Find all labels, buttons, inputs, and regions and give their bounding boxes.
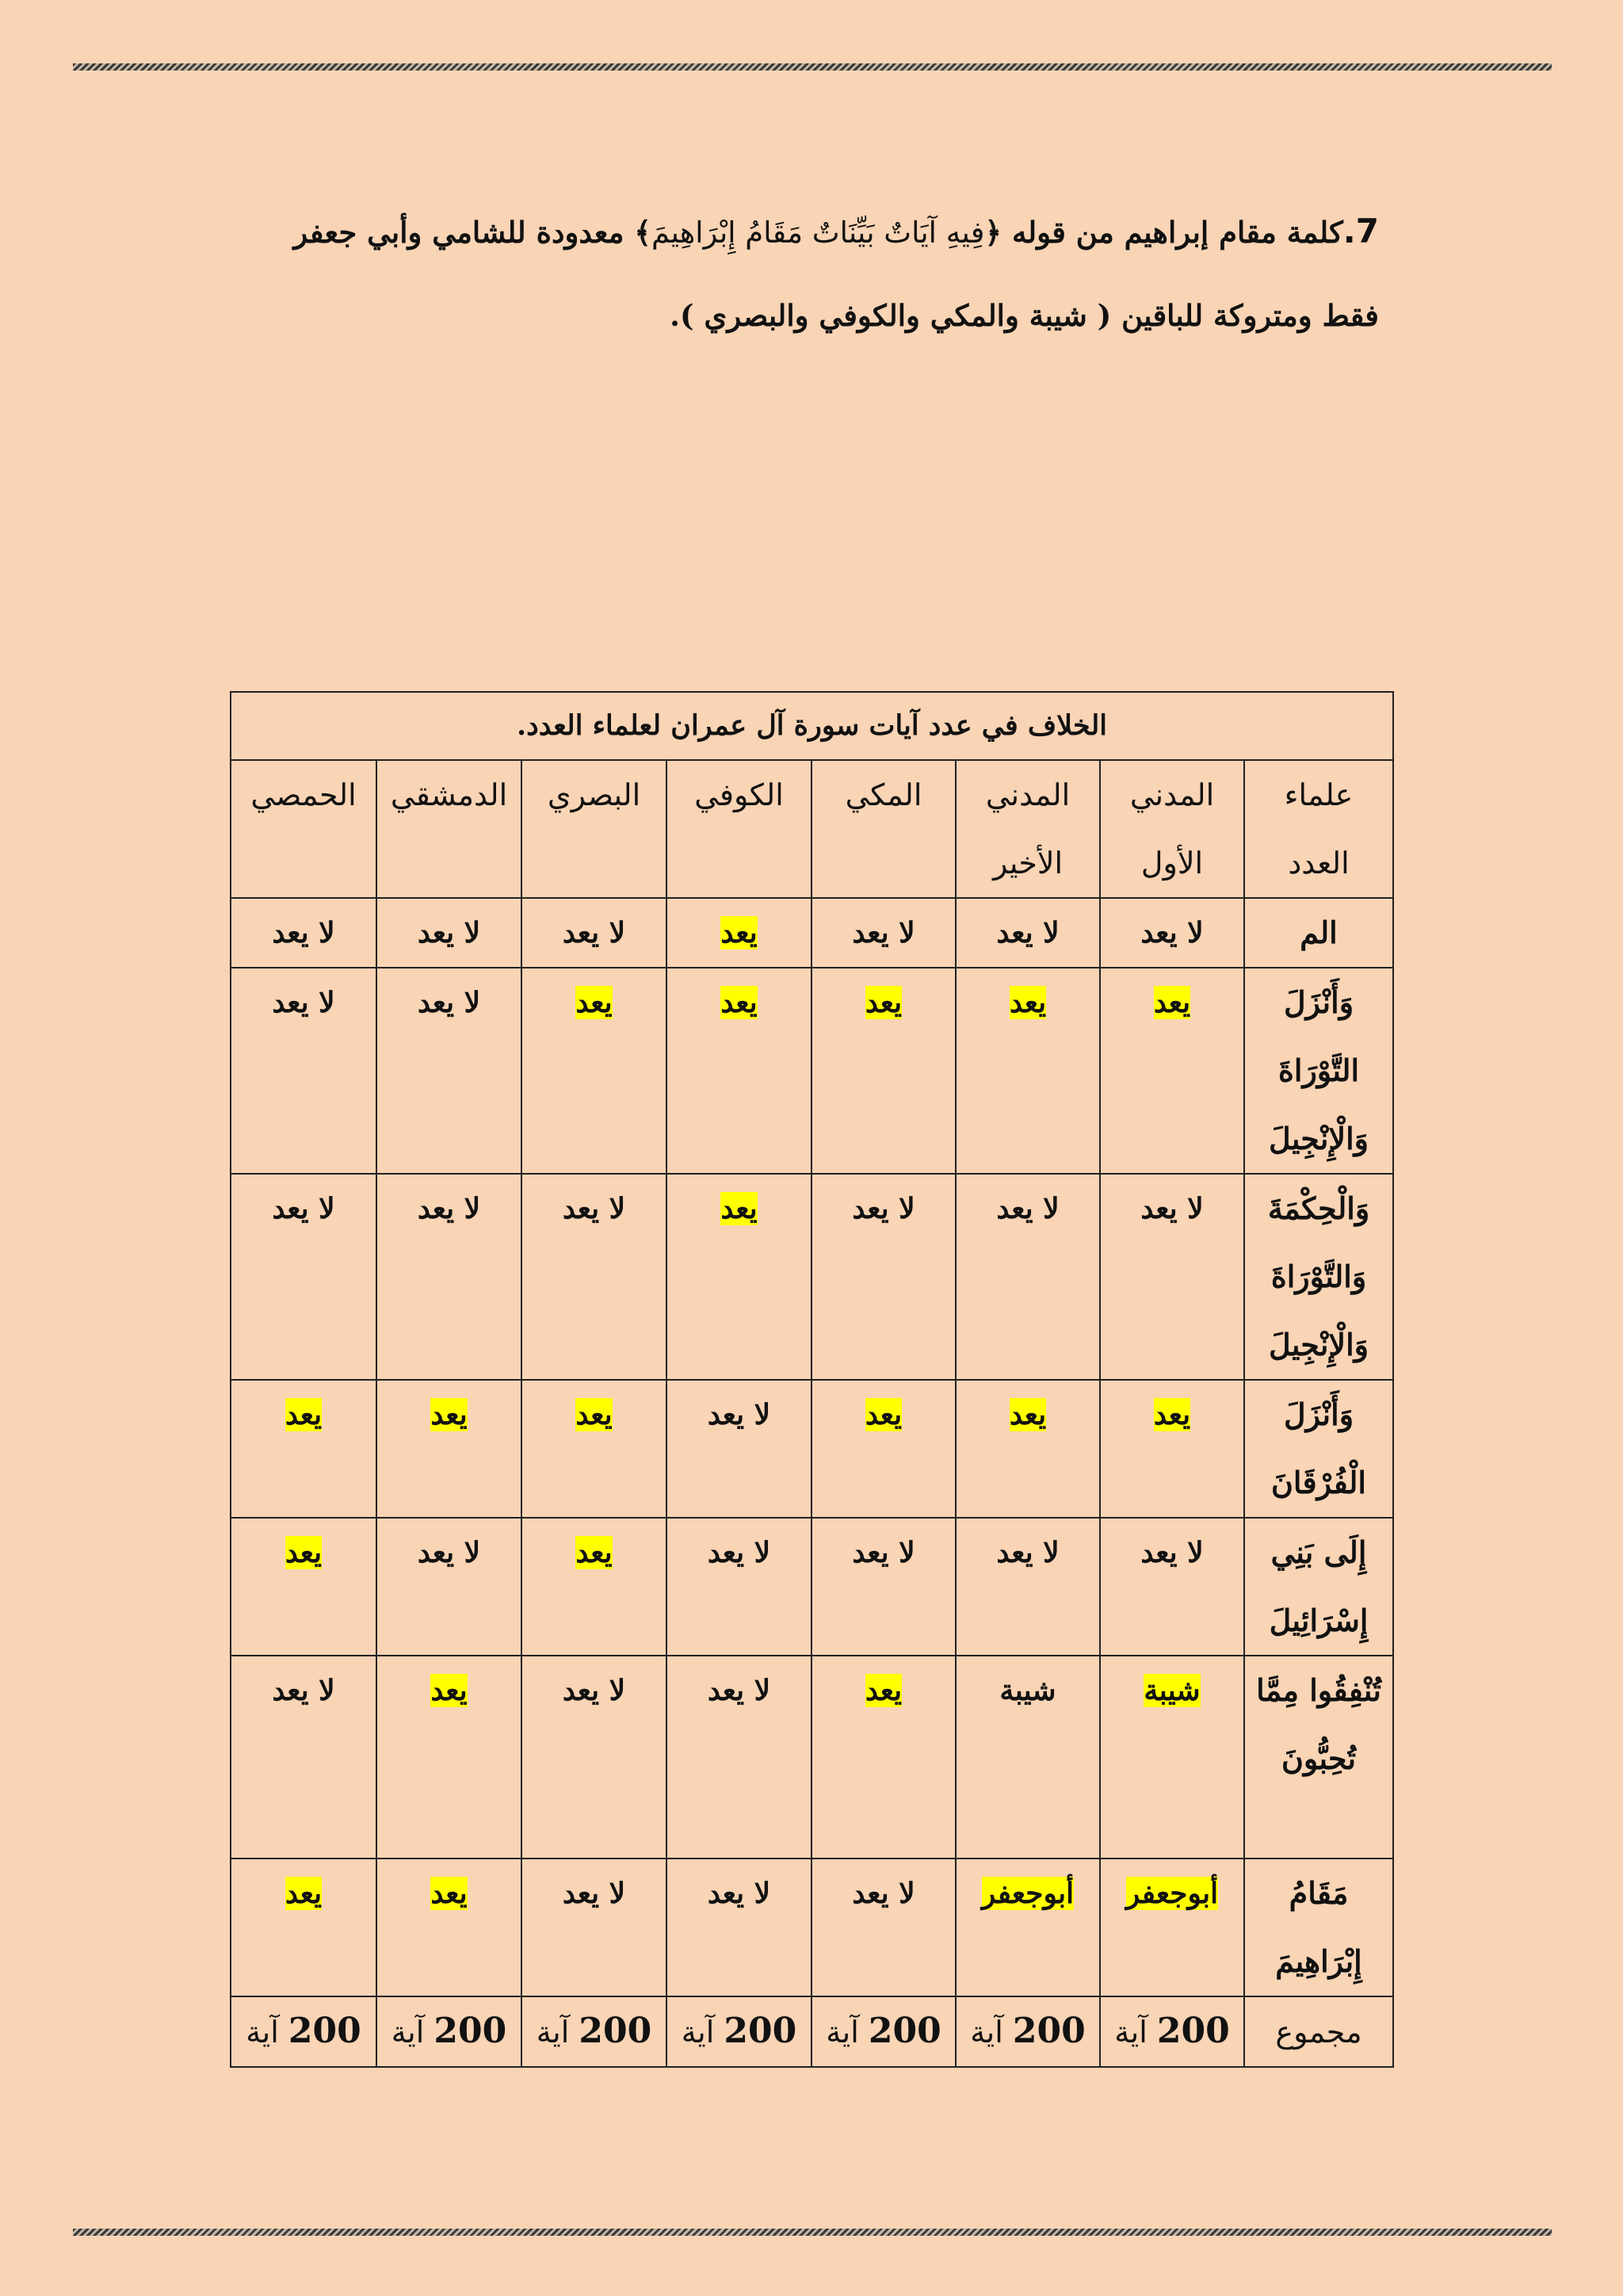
top-decorative-rule (73, 63, 1552, 71)
table-cell (521, 1518, 666, 1656)
table-cell (1100, 1174, 1244, 1380)
table-cell (1100, 898, 1244, 968)
table-cell (521, 1656, 666, 1859)
table-cell (812, 1656, 956, 1859)
table-cell (376, 1380, 521, 1518)
table-cell (666, 1380, 812, 1518)
cell-value: لا يعد (272, 986, 335, 1019)
table-cell (666, 1518, 812, 1656)
total-value: 200 (1012, 2011, 1086, 2051)
table-row (231, 1174, 1393, 1380)
highlighted-value: يعد (720, 916, 758, 949)
table-title: الخلاف في عدد آيات سورة آل عمران لعلماء العدد. (231, 692, 1393, 760)
table-cell (376, 1174, 521, 1380)
highlighted-value: شيبة (1144, 1674, 1201, 1707)
cell-value: لا يعد (562, 1674, 626, 1707)
row-label: إِلَى بَنِي إِسْرَائِيلَ (1244, 1518, 1393, 1656)
table-cell (1100, 1859, 1244, 1996)
table-cell (956, 968, 1100, 1174)
total-row (231, 1996, 1393, 2067)
total-cell (812, 1996, 956, 2067)
highlighted-value: يعد (575, 986, 613, 1019)
total-value: 200 (579, 2011, 652, 2051)
highlighted-value: يعد (285, 1877, 323, 1910)
total-value: 200 (1156, 2011, 1230, 2051)
table-cell (231, 898, 376, 968)
row-label: وَأَنْزَلَ التَّوْرَاةَ وَالْإِنْجِيلَ (1244, 968, 1393, 1174)
cell-value: لا يعد (707, 1536, 771, 1569)
row-label: وَأَنْزَلَ الْفُرْقَانَ (1244, 1380, 1393, 1518)
table-cell (231, 968, 376, 1174)
total-value: 200 (868, 2011, 941, 2051)
table-cell (812, 1174, 956, 1380)
header-cell: علماء العدد (1244, 760, 1393, 898)
highlighted-value: يعد (430, 1877, 468, 1910)
cell-value: لا يعد (707, 1398, 771, 1431)
table-row (231, 1518, 1393, 1656)
total-value: 200 (724, 2011, 797, 2051)
table-row (231, 968, 1393, 1174)
highlighted-value: يعد (575, 1536, 613, 1569)
table-cell (666, 1656, 812, 1859)
total-cell (1100, 1996, 1244, 2067)
header-row (231, 760, 1393, 898)
total-cell (521, 1996, 666, 2067)
row-label: تُنْفِقُوا مِمَّا تُحِبُّونَ (1244, 1656, 1393, 1859)
header-cell: المدني الأول (1100, 760, 1244, 898)
cell-value: لا يعد (562, 1192, 626, 1225)
table-cell (231, 1174, 376, 1380)
table-cell (956, 1656, 1100, 1859)
highlighted-value: يعد (865, 986, 903, 1019)
table-cell (376, 968, 521, 1174)
total-unit: آية (970, 2015, 1003, 2050)
table-cell (521, 968, 666, 1174)
table-cell (812, 898, 956, 968)
table-cell (231, 1380, 376, 1518)
cell-value: لا يعد (996, 916, 1060, 949)
table-cell (1100, 1380, 1244, 1518)
cell-value: لا يعد (417, 1192, 481, 1225)
highlighted-value: أبوجعفر (1125, 1877, 1219, 1910)
highlighted-value: يعد (575, 1398, 613, 1431)
total-value: 200 (288, 2011, 361, 2051)
table-cell (376, 1518, 521, 1656)
table-cell (812, 1518, 956, 1656)
cell-value: شيبة (999, 1674, 1056, 1707)
total-unit: آية (1114, 2015, 1148, 2050)
cell-value: لا يعد (996, 1192, 1060, 1225)
cell-value: لا يعد (272, 1674, 335, 1707)
table-cell (1100, 1656, 1244, 1859)
total-unit: آية (391, 2015, 425, 2050)
cell-value: لا يعد (417, 986, 481, 1019)
table-cell (812, 1380, 956, 1518)
cell-value: لا يعد (996, 1536, 1060, 1569)
table-cell (956, 1380, 1100, 1518)
table-cell (666, 1859, 812, 1996)
total-cell (231, 1996, 376, 2067)
table-cell (956, 898, 1100, 968)
highlighted-value: يعد (430, 1398, 468, 1431)
cell-value: لا يعد (852, 916, 915, 949)
verse-count-table (230, 691, 1394, 2068)
table-cell (231, 1518, 376, 1656)
highlighted-value: يعد (865, 1398, 903, 1431)
table-cell (956, 1174, 1100, 1380)
bottom-decorative-rule (73, 2229, 1552, 2236)
table-cell (812, 968, 956, 1174)
cell-value: لا يعد (852, 1192, 915, 1225)
table-cell (521, 1174, 666, 1380)
row-label: الم (1244, 898, 1393, 968)
quran-quote: فِيهِ آيَاتٌ بَيِّنَاتٌ مَقَامُ إِبْرَاهِيمَ (651, 216, 985, 250)
table-cell (521, 1380, 666, 1518)
header-cell: البصري (521, 760, 666, 898)
paragraph-number: 7. (1342, 212, 1379, 250)
table-cell (231, 1656, 376, 1859)
cell-value: لا يعد (272, 1192, 335, 1225)
cell-value: لا يعد (1140, 916, 1204, 949)
total-unit: آية (681, 2015, 715, 2050)
table-cell (521, 898, 666, 968)
table-cell (812, 1859, 956, 1996)
highlighted-value: يعد (720, 1192, 758, 1225)
highlighted-value: يعد (285, 1398, 323, 1431)
cell-value: لا يعد (707, 1877, 771, 1910)
table-cell (956, 1518, 1100, 1656)
table-cell (1100, 1518, 1244, 1656)
table-cell (376, 1859, 521, 1996)
cell-value: لا يعد (707, 1674, 771, 1707)
highlighted-value: يعد (1153, 1398, 1191, 1431)
table-cell (956, 1859, 1100, 1996)
table-cell (231, 1859, 376, 1996)
table-cell (666, 1174, 812, 1380)
cell-value: لا يعد (562, 916, 626, 949)
table-row (231, 898, 1393, 968)
total-unit: آية (826, 2015, 859, 2050)
header-cell: الكوفي (666, 760, 812, 898)
cell-value: لا يعد (417, 1536, 481, 1569)
highlighted-value: يعد (430, 1674, 468, 1707)
row-label: وَالْحِكْمَةَ وَالتَّوْرَاةَ وَالْإِنْجِيلَ (1244, 1174, 1393, 1380)
highlighted-value: يعد (720, 986, 758, 1019)
total-label: مجموع (1244, 1996, 1393, 2067)
table-cell (1100, 968, 1244, 1174)
table-cell (521, 1859, 666, 1996)
table-cell (376, 1656, 521, 1859)
table-cell (376, 898, 521, 968)
highlighted-value: يعد (285, 1536, 323, 1569)
highlighted-value: يعد (1009, 986, 1047, 1019)
total-unit: آية (536, 2015, 570, 2050)
paragraph-text-after: ﴾ معدودة للشامي وأبي جعفر فقط ومتروكة للباقين ( شيبة والمكي والكوفي والبصري ). (293, 215, 1379, 333)
header-cell: الحمصي (231, 760, 376, 898)
highlighted-value: يعد (1153, 986, 1191, 1019)
cell-value: لا يعد (417, 916, 481, 949)
header-cell: المدني الأخير (956, 760, 1100, 898)
row-label: مَقَامُ إِبْرَاهِيمَ (1244, 1859, 1393, 1996)
cell-value: لا يعد (562, 1877, 626, 1910)
table-row (231, 1656, 1393, 1859)
table-row (231, 1859, 1393, 1996)
cell-value: لا يعد (852, 1877, 915, 1910)
highlighted-value: يعد (1009, 1398, 1047, 1431)
total-cell (956, 1996, 1100, 2067)
table-cell (666, 898, 812, 968)
cell-value: لا يعد (852, 1536, 915, 1569)
cell-value: لا يعد (1140, 1536, 1204, 1569)
total-unit: آية (246, 2015, 279, 2050)
highlighted-value: يعد (865, 1674, 903, 1707)
cell-value: لا يعد (1140, 1192, 1204, 1225)
header-cell: الدمشقي (376, 760, 521, 898)
total-cell (666, 1996, 812, 2067)
total-value: 200 (433, 2011, 507, 2051)
total-cell (376, 1996, 521, 2067)
table-row (231, 1380, 1393, 1518)
header-cell: المكي (812, 760, 956, 898)
cell-value: لا يعد (272, 916, 335, 949)
paragraph-text-before: كلمة مقام إبراهيم من قوله ﴿ (984, 215, 1343, 250)
paragraph-7 (262, 190, 1379, 357)
table-cell (666, 968, 812, 1174)
highlighted-value: أبوجعفر (981, 1877, 1075, 1910)
